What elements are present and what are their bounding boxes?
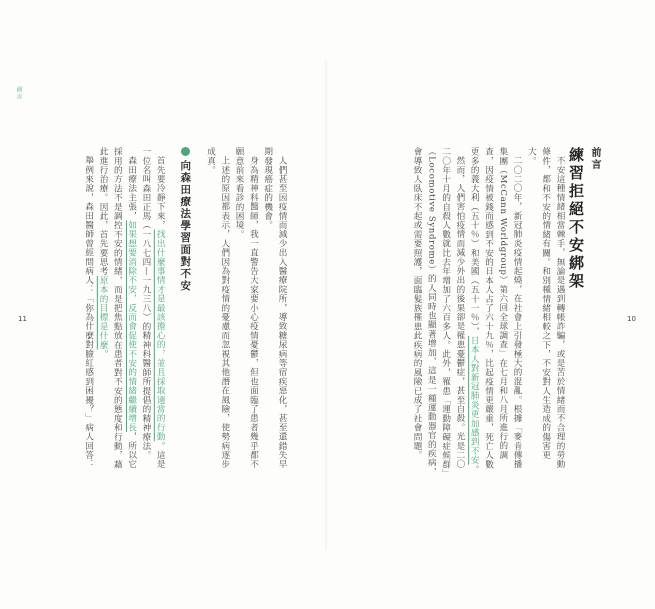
highlighted-text: 如果想要消除不安，反而會促使不安的情緒繼續增長 — [126, 220, 137, 432]
paragraph — [139, 147, 168, 477]
right-page-text-column — [387, 147, 617, 477]
text-run: 。這是一位名叫森田正馬（一八七四—一九三八）的精神科醫師所提倡的精神療法。 — [140, 147, 166, 469]
text-run: 首先要冷靜下來， — [155, 155, 166, 230]
text-run: ，所以它採用的方法不是調控不安的情緒，而是把焦點放在患者對不安的態度和行動，藉此進行治療。因此，首先要思考 — [98, 147, 137, 469]
section-heading-text: 向森田療法學習面對不安 — [179, 160, 192, 292]
paragraph: 不安這種情緒相當棘手，無論是遇到轉帳詐騙，或是苦於情緒而不合理的勞動條件，都和不安的情緒有關。和別種情緒相較之下，不安對人生造成的傷害更大。 — [526, 147, 565, 469]
chapter-heading — [567, 147, 603, 477]
page-number-left: 11 — [18, 315, 27, 323]
paragraph: 身為精神科醫師，我一直警告大家要小心疫情憂鬱，但也面臨了患者幾乎都不願意前來看診的困境。 — [234, 147, 259, 469]
text-run: 森田療法主張， — [126, 155, 137, 220]
running-head: 前言 — [15, 86, 22, 100]
highlighted-text: 日本人對新冠肺炎更加感到不安 — [469, 335, 480, 465]
page-number-right: 10 — [627, 315, 636, 323]
paragraph — [467, 147, 524, 477]
highlighted-text: 原本的目標是什麼 — [98, 275, 109, 350]
chapter-title: 練習拒絕不安綁架 — [567, 147, 585, 291]
left-page-text-column — [4, 147, 289, 477]
paragraph: 然而，人們害怕疫情而減少外出的後果卻是罹患憂鬱症，甚至自殺。光是二〇二〇年十月的自殺人數就比去年增加了六百多人。此外，罹患「運動障礙症候群」（Locomotive Syndrome）的人同時也顯著增加，這是一種運動器官的疾病，會導致人臥床不起或需要照護，面臨髮族罹患此疾病的風險已成了社會問題。 — [412, 147, 465, 477]
paragraph: 上述的原因都表示，人們因為對疫情的憂慮而忽視其他潛在風險，使勢病逐步成真。 — [205, 147, 230, 469]
left-page — [0, 0, 327, 609]
chapter-label: 前言 — [589, 147, 600, 171]
paragraph — [96, 147, 139, 477]
highlighted-text: 找出什麼事情才是最該擔心的，並且採取適當的行動 — [155, 229, 166, 441]
text-run: 。 — [98, 349, 109, 359]
paragraph: 人們甚至因疫情而減少出入醫療院所，導致糖尿病等宿疾惡化，甚至還錯失早期發現癌症的機會。 — [262, 147, 287, 469]
text-run: 二〇二〇年，新冠肺炎疫情起燒，在社會上引發極大的混亂。根據「麥肯傳播集團（McCann Worldgroup）第六回全球調查」在七月和八月所進行的調查，因疫情被錢而感到不安的日本人占了六十九％，比起疫情更嚴重，死亡人數更多的義大利（五十％）和美國（五十一％）， — [469, 147, 523, 469]
right-page — [327, 0, 655, 609]
section-heading — [177, 147, 193, 477]
text-run: 。 — [469, 464, 480, 474]
paragraph: 舉例來說，森田醫師曾經問病人：「你為什麼對臉紅感到困擾？」病人回答： — [83, 155, 94, 469]
green-bullet-icon — [181, 147, 190, 156]
